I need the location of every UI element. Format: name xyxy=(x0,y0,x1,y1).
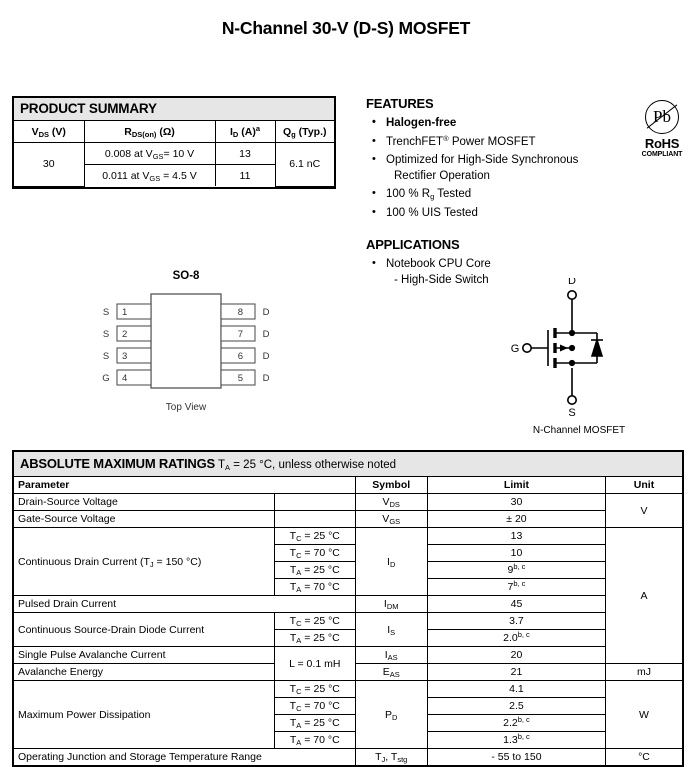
table-row xyxy=(14,143,334,165)
list-item: • TrenchFET® Power MOSFET xyxy=(368,135,616,151)
cell-limit: 7$^{b, c}$ xyxy=(427,579,605,596)
package-pin-label: D xyxy=(262,307,270,318)
cell-parameter: Maximum Power Dissipation xyxy=(14,681,275,749)
cell-limit: 2.2$^{b, c}$ xyxy=(427,715,605,732)
cell-limit: 3.7 xyxy=(427,613,605,630)
cell-symbol: $E_{AS}$ xyxy=(355,664,427,681)
col-header-symbol: Symbol xyxy=(355,477,427,494)
col-header-id: $I_D$ $(A)^a$ xyxy=(215,121,275,143)
product-summary-grid xyxy=(14,121,334,187)
package-pin-number: 7 xyxy=(237,329,243,340)
cell-limit: 4.1 xyxy=(427,681,605,698)
page-title: N-Channel 30-V (D-S) MOSFET xyxy=(221,18,471,38)
package-pin-number: 3 xyxy=(122,351,128,362)
package-pin-label: S xyxy=(102,307,110,318)
col-header-qg: $Q_g$ (Typ.) xyxy=(275,121,334,143)
cell-limit: - 55 to 150 xyxy=(427,749,605,766)
cell-limit: 1.3$^{b, c}$ xyxy=(427,732,605,749)
cell-symbol: $I_{DM}$ xyxy=(355,596,427,613)
list-item: • Notebook CPU Core - High-Side Switch xyxy=(368,257,616,288)
product-summary-table xyxy=(12,96,336,189)
cell-limit: ± 20 xyxy=(427,511,605,528)
col-header-rdson: $R_{DS(on)}$ (Ω) xyxy=(84,121,215,143)
n-channel-mosfet-symbol-svg xyxy=(484,278,674,418)
cell-condition: $T_A = 25$ °C xyxy=(275,562,355,579)
cell-id-2: 11 xyxy=(215,165,275,187)
package-pin-label: D xyxy=(262,329,270,340)
table-header-row xyxy=(14,477,682,494)
cell-symbol: $V_{DS}$ xyxy=(355,494,427,511)
package-name-label: SO-8 xyxy=(172,270,200,282)
rohs-compliant-label: COMPLIANT xyxy=(641,151,683,158)
cell-condition: $T_A = 25$ °C xyxy=(275,715,355,732)
package-pin-label: G xyxy=(102,373,110,384)
list-item: • Optimized for High-Side Synchronous Rectifier Operation xyxy=(368,153,616,184)
schematic-label-gate: G xyxy=(510,343,520,355)
cell-limit: 20 xyxy=(427,647,605,664)
package-pin-label: S xyxy=(102,329,110,340)
table-row xyxy=(14,494,682,511)
cell-condition: $T_C = 25$ °C xyxy=(275,681,355,698)
cell-parameter: Continuous Source-Drain Diode Current xyxy=(14,613,275,647)
pb-symbol-text: Pb xyxy=(653,107,671,126)
table-row xyxy=(14,613,682,630)
cell-unit: A xyxy=(606,528,683,664)
table-header-row xyxy=(14,121,334,143)
cell-symbol: $V_{GS}$ xyxy=(355,511,427,528)
cell-limit: 9$^{b, c}$ xyxy=(427,562,605,579)
cell-condition: L = 0.1 mH xyxy=(275,647,355,681)
cell-unit: mJ xyxy=(606,664,683,681)
table-row xyxy=(14,511,682,528)
cell-id-1: 13 xyxy=(215,143,275,165)
package-pin-number: 6 xyxy=(237,351,243,362)
cell-parameter: Operating Junction and Storage Temperature Range xyxy=(14,749,355,766)
cell-symbol: $I_{AS}$ xyxy=(355,647,427,664)
cell-condition: $T_A = 70$ °C xyxy=(275,732,355,749)
schematic-label-source: S xyxy=(568,407,576,418)
cell-parameter: Single Pulse Avalanche Current xyxy=(14,647,275,664)
cell-condition: $T_C = 25$ °C xyxy=(275,528,355,545)
table-row xyxy=(14,647,682,664)
features-section xyxy=(366,96,616,291)
absolute-maximum-ratings-table xyxy=(12,450,684,767)
cell-limit: 2.5 xyxy=(427,698,605,715)
cell-condition: $T_A = 70$ °C xyxy=(275,579,355,596)
cell-limit: 10 xyxy=(427,545,605,562)
cell-condition xyxy=(275,511,355,528)
cell-symbol: $T_J$, $T_{stg}$ xyxy=(355,749,427,766)
cell-limit: 30 xyxy=(427,494,605,511)
cell-unit: W xyxy=(606,681,683,749)
cell-qg-value: 6.1 nC xyxy=(275,143,334,187)
cell-condition xyxy=(275,494,355,511)
cell-unit: V xyxy=(606,494,683,528)
package-pin-label: D xyxy=(262,373,270,384)
package-pin-number: 2 xyxy=(122,329,128,340)
table-row xyxy=(14,596,682,613)
cell-limit: 45 xyxy=(427,596,605,613)
cell-parameter: Pulsed Drain Current xyxy=(14,596,355,613)
cell-parameter: Continuous Drain Current ($T_J = 150$ °C) xyxy=(14,528,275,596)
features-heading: FEATURES xyxy=(366,96,434,111)
mosfet-schematic xyxy=(484,278,674,436)
table-row xyxy=(14,528,682,545)
schematic-label-drain: D xyxy=(568,278,576,287)
cell-symbol: $P_D$ xyxy=(355,681,427,749)
so8-package-svg xyxy=(96,290,276,395)
list-item: • 100 % $R_g$ Tested xyxy=(368,187,616,203)
cell-limit: 2.0$^{b, c}$ xyxy=(427,630,605,647)
cell-parameter: Avalanche Energy xyxy=(14,664,275,681)
cell-condition: $T_C = 25$ °C xyxy=(275,613,355,630)
cell-limit: 21 xyxy=(427,664,605,681)
col-header-vds: $V_{DS}$ (V) xyxy=(14,121,84,143)
rohs-label: RoHS xyxy=(644,136,680,151)
cell-unit: °C xyxy=(606,749,683,766)
lead-free-icon xyxy=(645,100,679,134)
cell-symbol: $I_D$ xyxy=(355,528,427,596)
package-pin-number: 8 xyxy=(237,307,243,318)
package-view-caption: Top View xyxy=(165,402,207,413)
cell-parameter: Drain-Source Voltage xyxy=(14,494,275,511)
abs-max-heading xyxy=(14,452,682,477)
cell-condition: $T_C = 70$ °C xyxy=(275,545,355,562)
list-item: • Halogen-free xyxy=(368,116,616,132)
list-item: • 100 % UIS Tested xyxy=(368,206,616,222)
cell-parameter: Gate-Source Voltage xyxy=(14,511,275,528)
rohs-compliant-logo xyxy=(636,100,688,158)
cell-rdson-1: 0.008 at $V_{GS}= 10$ V xyxy=(84,143,215,165)
cell-rdson-2: 0.011 at $V_{GS} = 4.5$ V xyxy=(84,165,215,187)
schematic-caption: N-Channel MOSFET xyxy=(532,425,626,436)
cell-vds-value: 30 xyxy=(14,143,84,187)
package-diagram xyxy=(96,270,276,413)
package-pin-number: 5 xyxy=(237,373,243,384)
col-header-unit: Unit xyxy=(606,477,683,494)
abs-max-heading-suffix: $T_A = 25$ °C, unless otherwise noted xyxy=(218,459,397,472)
package-pin-label: D xyxy=(262,351,270,362)
cell-condition: $T_A = 25$ °C xyxy=(275,630,355,647)
table-row xyxy=(14,749,682,766)
cell-symbol: $I_S$ xyxy=(355,613,427,647)
table-row xyxy=(14,681,682,698)
package-pin-label: S xyxy=(102,351,110,362)
package-pin-number: 1 xyxy=(122,307,128,318)
applications-heading: APPLICATIONS xyxy=(366,237,460,252)
abs-max-grid xyxy=(14,477,682,765)
product-summary-heading: PRODUCT SUMMARY xyxy=(14,98,334,121)
features-list xyxy=(368,116,616,221)
cell-limit: 13 xyxy=(427,528,605,545)
col-header-limit: Limit xyxy=(427,477,605,494)
cell-condition: $T_C = 70$ °C xyxy=(275,698,355,715)
abs-max-heading-main: ABSOLUTE MAXIMUM RATINGS xyxy=(20,456,216,471)
col-header-parameter: Parameter xyxy=(14,477,355,494)
package-pin-number: 4 xyxy=(122,373,128,384)
